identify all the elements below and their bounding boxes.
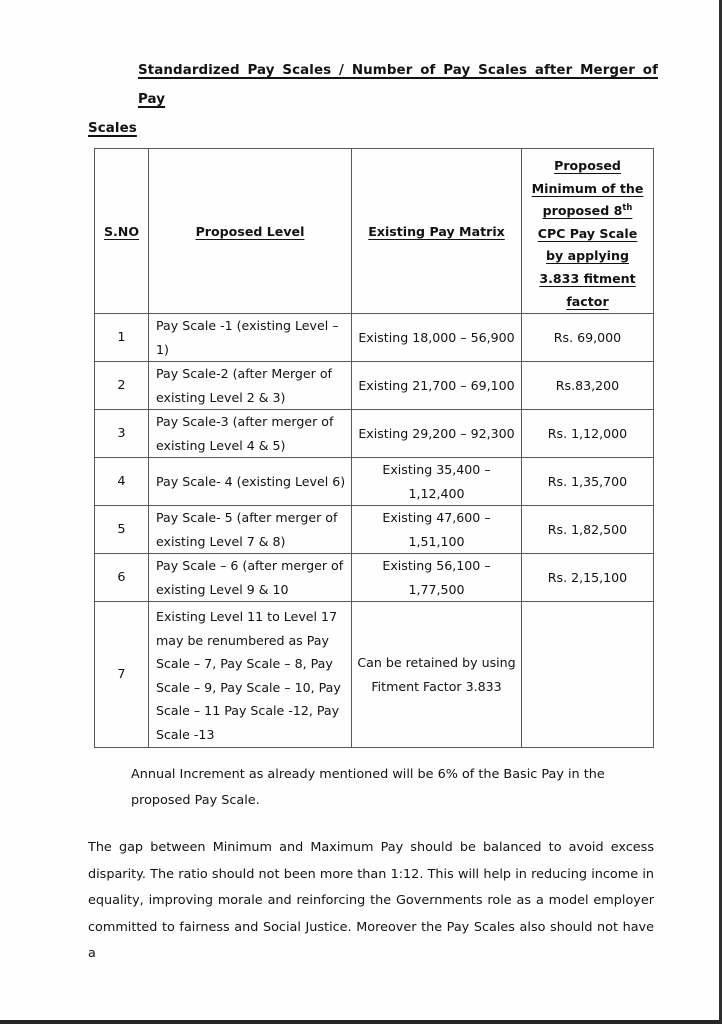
cell-sno: 7 <box>95 602 149 748</box>
table-row <box>95 602 654 748</box>
cell-proposed-minimum <box>522 602 654 748</box>
proposed-minimum-line-4 <box>522 223 653 246</box>
proposed-minimum-line-1 <box>522 155 653 178</box>
table-header-row <box>95 149 654 314</box>
cell-proposed-minimum: Rs. 1,35,700 <box>522 458 654 506</box>
table-row <box>95 362 654 410</box>
proposed-minimum-line-3-text <box>543 203 633 218</box>
ordinal-superscript: th <box>622 202 633 212</box>
proposed-minimum-line-6 <box>522 268 653 291</box>
cell-sno: 2 <box>95 362 149 410</box>
cell-existing-pay-matrix: Existing 56,100 – 1,77,500 <box>352 554 522 602</box>
proposed-minimum-line-2 <box>522 178 653 201</box>
pay-scales-table <box>94 148 654 748</box>
table-row <box>95 410 654 458</box>
proposed-minimum-line-4-text: CPC Pay Scale <box>537 225 638 241</box>
cell-existing-pay-matrix: Existing 29,200 – 92,300 <box>352 410 522 458</box>
cell-sno: 1 <box>95 314 149 362</box>
cell-existing-pay-matrix: Existing 35,400 – 1,12,400 <box>352 458 522 506</box>
column-header-proposed-level <box>149 149 352 314</box>
proposed-minimum-line-3-prefix: proposed 8 <box>542 203 623 219</box>
cell-existing-pay-matrix: Can be retained by using Fitment Factor 3.833 <box>352 602 522 748</box>
column-header-proposed-level-label: Proposed Level <box>195 223 305 239</box>
proposed-minimum-line-6-text: 3.833 fitment <box>539 270 636 286</box>
proposed-minimum-line-1-text: Proposed <box>554 158 621 173</box>
proposed-minimum-line-7-text: factor <box>566 293 609 309</box>
table-row <box>95 314 654 362</box>
cell-proposed-minimum: Rs.83,200 <box>522 362 654 410</box>
table-row <box>95 506 654 554</box>
cell-sno: 4 <box>95 458 149 506</box>
cell-proposed-level: Existing Level 11 to Level 17 may be renumbered as Pay Scale – 7, Pay Scale – 8, Pay Scale – 9, Pay Scale – 10, Pay Scale – 11 Pay Scale -12, Pay Scale -13 <box>149 602 352 748</box>
cell-sno: 6 <box>95 554 149 602</box>
proposed-minimum-line-5 <box>522 245 653 268</box>
column-header-sno-label: S.NO <box>103 223 140 239</box>
proposed-minimum-line-5-text: by applying <box>546 248 629 264</box>
table-header <box>95 149 654 314</box>
pay-gap-paragraph: The gap between Minimum and Maximum Pay should be balanced to avoid excess disparity. The ratio should not been more than 1:12. This will help in reducing income in equality, improving morale and reinforcing the Governments role as a model employer committed to fairness and Social Justice. Moreover the Pay Scales also should not have a <box>88 840 654 961</box>
cell-existing-pay-matrix: Existing 18,000 – 56,900 <box>352 314 522 362</box>
proposed-minimum-line-2-text: Minimum of the <box>531 180 644 196</box>
column-header-existing-pay-matrix-label: Existing Pay Matrix <box>368 223 505 239</box>
table-row <box>95 458 654 506</box>
cell-sno: 5 <box>95 506 149 554</box>
cell-proposed-minimum: Rs. 69,000 <box>522 314 654 362</box>
cell-existing-pay-matrix: Existing 47,600 – 1,51,100 <box>352 506 522 554</box>
column-header-sno <box>95 149 149 314</box>
cell-existing-pay-matrix: Existing 21,700 – 69,100 <box>352 362 522 410</box>
cell-proposed-level: Pay Scale -1 (existing Level – 1) <box>149 314 352 362</box>
cell-proposed-level: Pay Scale-2 (after Merger of existing Level 2 & 3) <box>149 362 352 410</box>
cell-proposed-minimum: Rs. 1,12,000 <box>522 410 654 458</box>
column-header-existing-pay-matrix <box>352 149 522 314</box>
page-title-line-1: Standardized Pay Scales / Number of Pay Scales after Merger of Pay <box>138 63 658 107</box>
cell-proposed-level: Pay Scale-3 (after merger of existing Level 4 & 5) <box>149 410 352 458</box>
page-title <box>88 56 658 143</box>
column-header-proposed-minimum <box>522 149 654 314</box>
cell-proposed-minimum: Rs. 2,15,100 <box>522 554 654 602</box>
page-title-line-2: Scales <box>88 121 137 136</box>
table-body <box>95 314 654 748</box>
table-row <box>95 554 654 602</box>
annual-increment-paragraph: Annual Increment as already mentioned will be 6% of the Basic Pay in the proposed Pay Scale. <box>131 767 605 808</box>
cell-proposed-level: Pay Scale- 4 (existing Level 6) <box>149 458 352 506</box>
cell-proposed-minimum: Rs. 1,82,500 <box>522 506 654 554</box>
cell-proposed-level: Pay Scale- 5 (after merger of existing Level 7 & 8) <box>149 506 352 554</box>
cell-proposed-level: Pay Scale – 6 (after merger of existing Level 9 & 10 <box>149 554 352 602</box>
proposed-minimum-line-3 <box>522 200 653 223</box>
cell-sno: 3 <box>95 410 149 458</box>
proposed-minimum-line-7 <box>522 291 653 314</box>
